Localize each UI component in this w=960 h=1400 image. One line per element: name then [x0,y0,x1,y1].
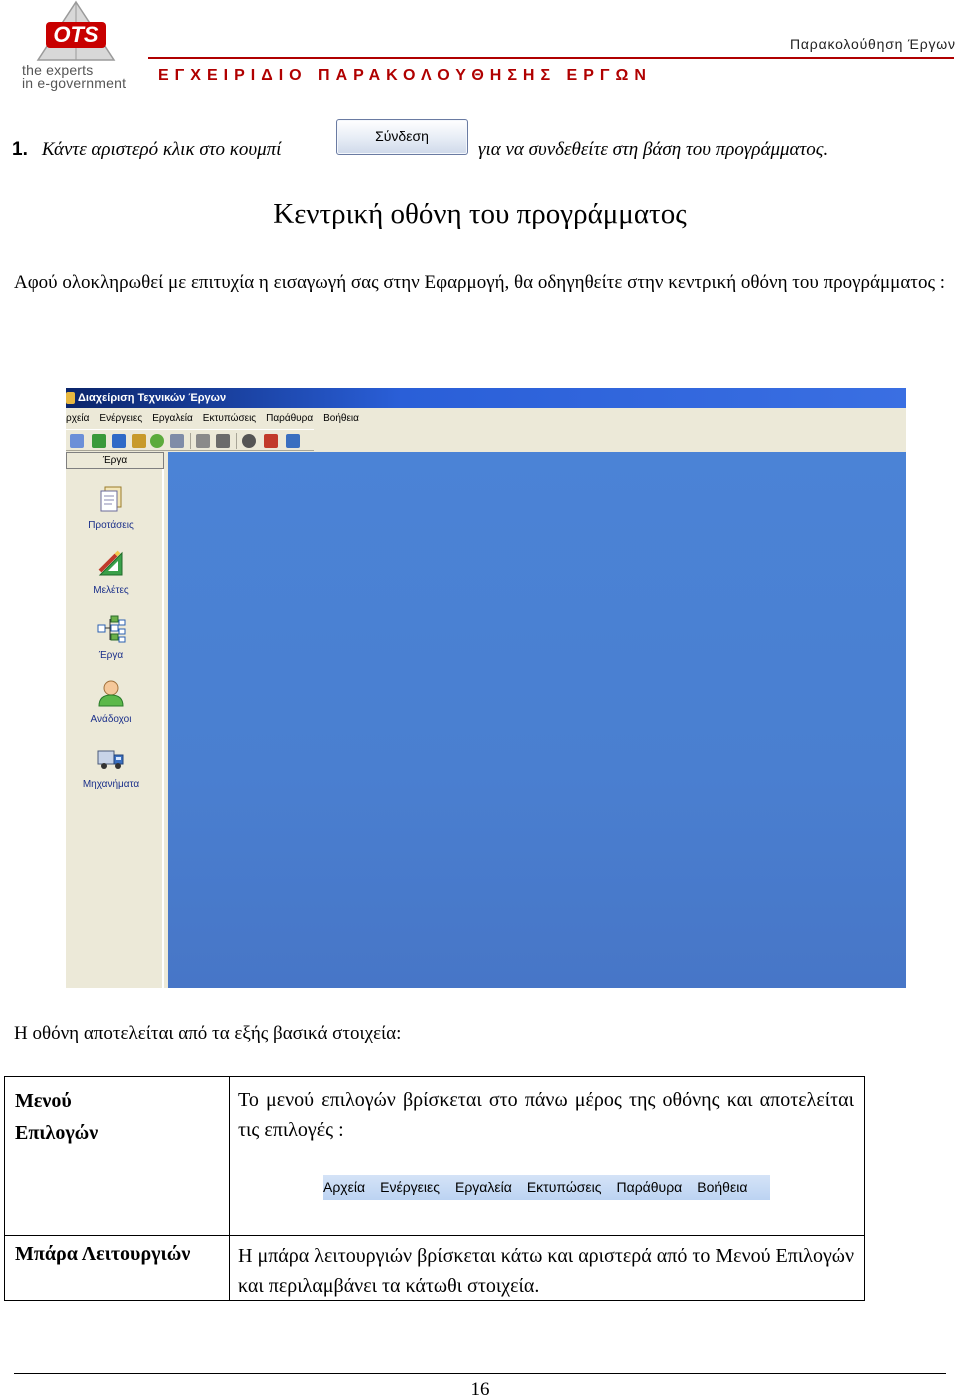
sidebar-item-studies[interactable] [66,549,156,596]
step-text-after: για να συνδεθείτε στη βάση του προγράμματος. [478,139,829,160]
sidebar-item-proposals[interactable] [66,484,156,531]
ots-logo-icon [10,0,150,64]
app-screenshot [66,388,906,988]
documents-icon [96,484,126,514]
sidebar-item-label: Μηχανήματα [82,779,140,790]
menu-strip-item: Εργαλεία [455,1179,512,1195]
table-cell-menu-label: Μενού Επιλογών [15,1090,99,1144]
app-window-title: Διαχείριση Τεχνικών Έργων [78,392,227,404]
svg-text:OTS: OTS [53,22,99,47]
elements-table [4,1076,865,1301]
table-column-divider [229,1077,230,1300]
app-menu-file[interactable]: ρχεία [66,413,90,424]
app-menu-tools[interactable]: Εργαλεία [152,413,193,424]
toolbar-settings-icon[interactable] [242,434,256,448]
page-number: 16 [470,1379,490,1400]
table-cell-menu-desc: Το μενού επιλογών βρίσκεται στο πάνω μέρος της οθόνης και αποτελείται τις επιλογές : [238,1089,854,1141]
doc-title: Παρακολούθηση Έργων [790,36,956,52]
footer-divider [14,1373,946,1374]
pencil-triangle-icon [96,549,126,579]
table-row-divider [5,1235,864,1236]
table-cell-toolbar-label: Μπάρα Λειτουργιών [15,1243,191,1265]
menu-strip-image [323,1175,770,1200]
toolbar-separator [236,433,237,449]
app-menu-help[interactable]: Βοήθεια [323,413,359,424]
app-toolbar [66,429,314,451]
truck-icon [96,743,126,773]
app-titlebar [66,388,906,408]
step-instruction [12,139,281,161]
toolbar-proposals-icon[interactable] [132,434,146,448]
step-text: Κάντε αριστερό κλικ στο κουμπί [41,139,282,160]
intro-paragraph: Αφού ολοκληρωθεί με επιτυχία η εισαγωγή σας στην Εφαρμογή, θα οδηγηθείτε στην κεντρική οθόνη του προγράμματος : [14,272,945,293]
toolbar-studies-icon[interactable] [92,434,106,448]
app-icon [66,392,75,404]
menu-strip-item: Αρχεία [323,1179,366,1195]
toolbar-window-icon[interactable] [286,434,300,448]
sidebar-item-projects[interactable] [66,614,156,661]
menu-strip-item: Ενέργειες [380,1179,440,1195]
step-number: 1. [12,139,28,160]
company-logo [10,0,150,96]
app-menu-actions[interactable]: Ενέργειες [99,413,143,424]
section-title: Κεντρική οθόνη του προγράμματος [273,198,687,230]
toolbar-projects-icon[interactable] [112,434,126,448]
sidebar-item-label: Προτάσεις [88,520,134,531]
toolbar-separator [190,433,191,449]
sidebar-item-label: Μελέτες [93,585,129,596]
app-menu-windows[interactable]: Παράθυρα [266,413,314,424]
app-menubar [66,409,906,428]
tree-chart-icon [96,614,126,644]
logo-tagline: the experts in e-government [22,62,127,91]
manual-subtitle: ΕΓΧΕΙΡΙΔΙΟ ΠΑΡΑΚΟΛΟΥΘΗΣΗΣ ΕΡΓΩΝ [158,67,652,84]
sidebar-item-label: Ανάδοχοι [90,714,132,725]
app-sidebar [66,452,164,988]
header-divider [148,57,954,59]
toolbar-refresh-icon[interactable] [70,434,84,448]
menu-strip-item: Παράθυρα [616,1179,683,1195]
toolbar-machinery-icon[interactable] [170,434,184,448]
toolbar-contractor-icon[interactable] [150,434,164,448]
toolbar-print-icon[interactable] [216,434,230,448]
sidebar-item-machinery[interactable] [66,743,156,790]
sidebar-header[interactable]: Έργα [66,452,164,469]
menu-strip-item: Εκτυπώσεις [526,1179,602,1195]
toolbar-folder-icon[interactable] [264,434,278,448]
app-workspace [168,452,906,988]
person-icon [96,678,126,708]
sidebar-item-label: Έργα [98,650,124,661]
sidebar-item-contractors[interactable] [66,678,156,725]
connect-button-label: Σύνδεση [375,128,429,144]
menu-strip-item: Βοήθεια [697,1179,748,1195]
app-menu-prints[interactable]: Εκτυπώσεις [202,413,257,424]
toolbar-tools-icon[interactable] [196,434,210,448]
connect-button[interactable] [336,119,468,155]
table-cell-toolbar-desc: Η μπάρα λειτουργιών βρίσκεται κάτω και αριστερά από το Μενού Επιλογών και περιλαμβάνει τα κάτωθι στοιχεία. [238,1245,854,1297]
elements-intro: Η οθόνη αποτελείται από τα εξής βασικά στοιχεία: [14,1023,402,1044]
